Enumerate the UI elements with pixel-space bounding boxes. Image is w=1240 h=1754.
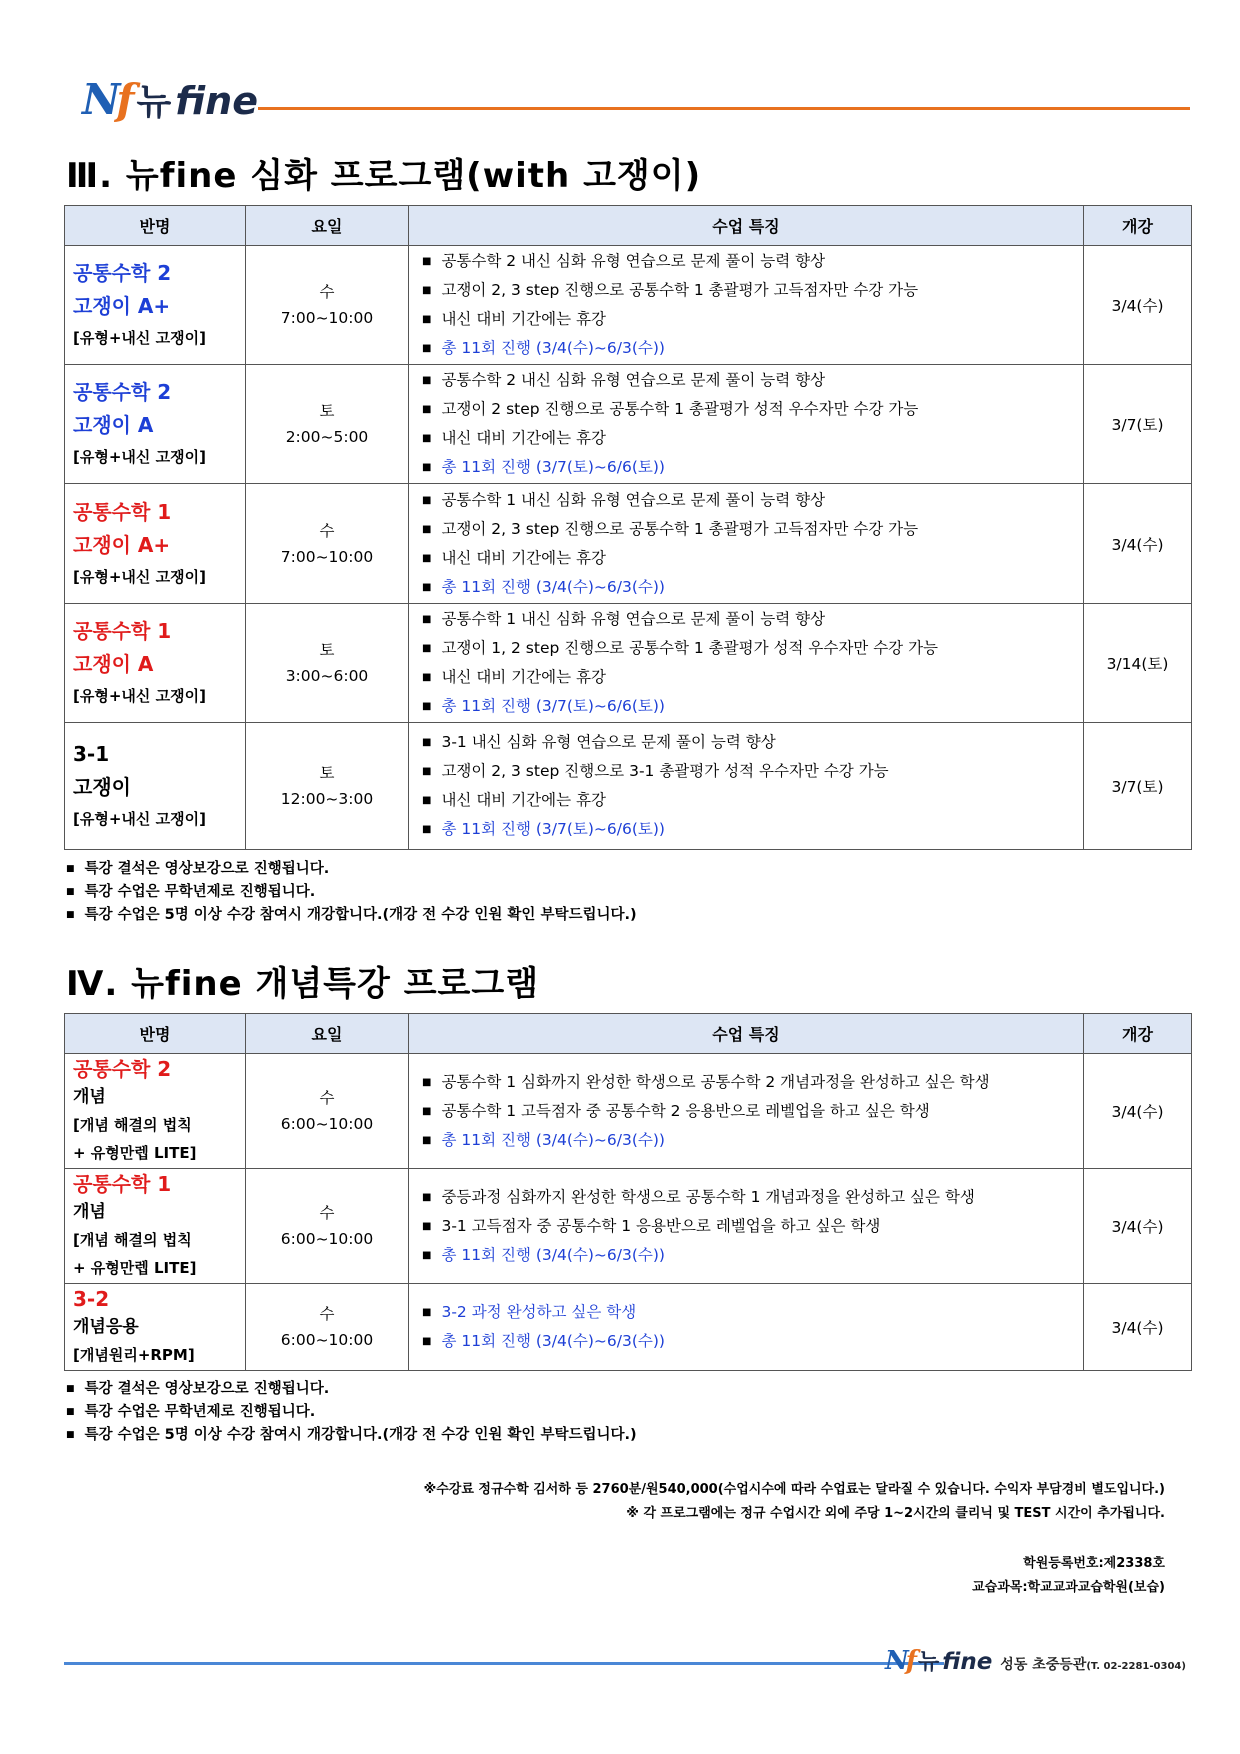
section4-table xyxy=(64,1013,1192,1371)
feature-item: ■ 내신 대비 기간에는 휴강 xyxy=(422,544,1082,573)
note-item: ■ 특강 수업은 5명 이상 수강 참여시 개강합니다.(개강 전 수강 인원 확인 부탁드립니다.) xyxy=(66,1424,637,1447)
day: 수 xyxy=(319,521,335,540)
day-cell xyxy=(246,1284,409,1371)
footer-divider xyxy=(64,1662,944,1665)
class-material-extra: + 유형만렙 LITE] xyxy=(73,1144,197,1162)
class-cell xyxy=(65,484,246,604)
class-material: [유형+내신 고쟁이] xyxy=(73,810,206,828)
class-level: 개념응용 xyxy=(73,1317,139,1337)
open-date: 3/4(수) xyxy=(1084,1169,1192,1284)
table-row xyxy=(65,1054,1192,1169)
section4-title: Ⅳ. 뉴fine 개념특강 프로그램 xyxy=(66,964,540,1004)
day: 수 xyxy=(319,1204,335,1222)
class-subject: 3-2 xyxy=(73,1287,110,1311)
day: 수 xyxy=(319,283,335,301)
day-cell xyxy=(246,723,409,850)
day-cell xyxy=(246,604,409,723)
open-date: 3/4(수) xyxy=(1084,1054,1192,1169)
class-material: [개념원리+RPM] xyxy=(73,1346,195,1364)
features-cell xyxy=(409,1054,1084,1169)
day: 토 xyxy=(319,641,335,659)
class-level: 고쟁이 A+ xyxy=(73,294,171,318)
class-subject: 공통수학 2 xyxy=(73,380,172,404)
class-material: [유형+내신 고쟁이] xyxy=(73,687,206,705)
day: 수 xyxy=(319,1089,335,1107)
header-features: 수업 특징 xyxy=(409,1014,1084,1054)
section3-notes xyxy=(66,858,637,927)
footer-logo xyxy=(885,1645,1186,1676)
class-level: 고쟁이 A xyxy=(73,413,154,437)
feature-item: ■ 내신 대비 기간에는 휴강 xyxy=(422,663,1082,692)
class-subject: 공통수학 1 xyxy=(73,619,172,643)
features-cell xyxy=(409,246,1084,365)
footer-logo-korean: 뉴 xyxy=(917,1650,940,1675)
features-cell xyxy=(409,484,1084,604)
feature-item: ■ 공통수학 1 내신 심화 유형 연습으로 문제 풀이 능력 향상 xyxy=(422,486,1082,515)
time: 6:00~10:00 xyxy=(280,1115,374,1133)
section3-title: Ⅲ. 뉴fine 심화 프로그램(with 고쟁이) xyxy=(66,156,702,196)
branch-name: 성동 초중등관 xyxy=(1000,1657,1087,1673)
time: 3:00~6:00 xyxy=(285,667,369,685)
feature-item: ■ 내신 대비 기간에는 휴강 xyxy=(422,305,1082,334)
feature-item-sessions: ■ 총 11회 진행 (3/4(수)~6/3(수)) xyxy=(422,573,1082,602)
class-level: 개념 xyxy=(73,1202,106,1222)
note-item: ■ 특강 결석은 영상보강으로 진행됩니다. xyxy=(66,1378,637,1401)
class-material-extra: + 유형만렙 LITE] xyxy=(73,1259,197,1277)
day-cell xyxy=(246,246,409,365)
open-date: 3/4(수) xyxy=(1084,246,1192,365)
time: 7:00~10:00 xyxy=(280,309,374,327)
table-header-row xyxy=(65,206,1192,246)
class-cell xyxy=(65,246,246,365)
class-material: [개념 해결의 법칙 xyxy=(73,1231,192,1249)
header-class: 반명 xyxy=(65,206,246,246)
feature-item: ■ 3-1 고득점자 중 공통수학 1 응용반으로 레벨업을 하고 싶은 학생 xyxy=(422,1212,1082,1241)
registration-number: 학원등록번호:제2338호 xyxy=(1023,1556,1165,1571)
feature-item: ■ 고쟁이 2, 3 step 진행으로 3-1 총괄평가 성적 우수자만 수강 가능 xyxy=(422,757,1082,786)
header-divider xyxy=(258,107,1190,110)
features-cell xyxy=(409,723,1084,850)
features-cell xyxy=(409,365,1084,484)
day-cell xyxy=(246,484,409,604)
feature-item: ■ 3-1 내신 심화 유형 연습으로 문제 풀이 능력 향상 xyxy=(422,728,1082,757)
day: 토 xyxy=(319,764,335,782)
note-item: ■ 특강 결석은 영상보강으로 진행됩니다. xyxy=(66,858,637,881)
open-date: 3/7(토) xyxy=(1084,365,1192,484)
class-material: [개념 해결의 법칙 xyxy=(73,1116,192,1134)
feature-item: ■ 공통수학 1 내신 심화 유형 연습으로 문제 풀이 능력 향상 xyxy=(422,605,1082,634)
note-item: ■ 특강 수업은 5명 이상 수강 참여시 개강합니다.(개강 전 수강 인원 확인 부탁드립니다.) xyxy=(66,904,637,927)
time: 7:00~10:00 xyxy=(280,547,374,566)
feature-item: ■ 공통수학 1 심화까지 완성한 학생으로 공통수학 2 개념과정을 완성하고 싶은 학생 xyxy=(422,1068,1082,1097)
table-row xyxy=(65,484,1192,604)
branch-phone: (T. 02-2281-0304) xyxy=(1086,1661,1186,1672)
class-level: 고쟁이 A xyxy=(73,652,154,676)
header-features: 수업 특징 xyxy=(409,206,1084,246)
table-row xyxy=(65,1169,1192,1284)
feature-item: ■ 고쟁이 2 step 진행으로 공통수학 1 총괄평가 성적 우수자만 수강 가능 xyxy=(422,395,1082,424)
features-cell xyxy=(409,604,1084,723)
feature-item: ■ 내신 대비 기간에는 휴강 xyxy=(422,786,1082,815)
class-material: [유형+내신 고쟁이] xyxy=(73,567,206,586)
feature-item-sessions: ■ 총 11회 진행 (3/4(수)~6/3(수)) xyxy=(422,1327,1082,1356)
brand-logo xyxy=(82,74,258,125)
open-date: 3/4(수) xyxy=(1084,484,1192,604)
footer-logo-mark: Nf xyxy=(885,1646,914,1676)
class-subject: 3-1 xyxy=(73,742,110,766)
table-row xyxy=(65,604,1192,723)
table-header-row xyxy=(65,1014,1192,1054)
class-level: 개념 xyxy=(73,1087,106,1107)
feature-item: ■ 고쟁이 2, 3 step 진행으로 공통수학 1 총괄평가 고득점자만 수강 가능 xyxy=(422,515,1082,544)
section3-table xyxy=(64,205,1192,850)
day-cell xyxy=(246,1169,409,1284)
header-day: 요일 xyxy=(246,1014,409,1054)
table-row xyxy=(65,365,1192,484)
class-cell xyxy=(65,1054,246,1169)
header-open: 개강 xyxy=(1084,206,1192,246)
features-cell xyxy=(409,1169,1084,1284)
fee-note: ※수강료 정규수학 김서하 등 2760분/원540,000(수업시수에 따라 수업료는 달라질 수 있습니다. 수익자 부담경비 별도입니다.) xyxy=(423,1482,1165,1497)
class-cell xyxy=(65,723,246,850)
note-item: ■ 특강 수업은 무학년제로 진행됩니다. xyxy=(66,881,637,904)
day-cell xyxy=(246,365,409,484)
class-subject: 공통수학 2 xyxy=(73,261,172,285)
time: 12:00~3:00 xyxy=(280,790,374,808)
header-open: 개강 xyxy=(1084,1014,1192,1054)
class-level: 고쟁이 A+ xyxy=(73,532,171,557)
registration-info xyxy=(972,1552,1165,1600)
feature-item-sessions: ■ 총 11회 진행 (3/7(토)~6/6(토)) xyxy=(422,692,1082,721)
feature-item: ■ 고쟁이 2, 3 step 진행으로 공통수학 1 총괄평가 고득점자만 수강 가능 xyxy=(422,276,1082,305)
teaching-subject: 교습과목:학교교과교습학원(보습) xyxy=(972,1580,1165,1595)
class-cell xyxy=(65,1169,246,1284)
class-cell xyxy=(65,1284,246,1371)
time: 2:00~5:00 xyxy=(285,428,369,446)
fee-notes xyxy=(424,1478,1165,1526)
section4-notes xyxy=(66,1378,637,1447)
time: 6:00~10:00 xyxy=(280,1230,374,1248)
open-date: 3/14(토) xyxy=(1084,604,1192,723)
time: 6:00~10:00 xyxy=(280,1331,374,1349)
feature-item-sessions: ■ 총 11회 진행 (3/4(수)~6/3(수)) xyxy=(422,334,1082,363)
feature-item: ■ 3-2 과정 완성하고 싶은 학생 xyxy=(422,1298,1082,1327)
day: 토 xyxy=(319,402,335,420)
class-cell xyxy=(65,365,246,484)
header-class: 반명 xyxy=(65,1014,246,1054)
logo-korean: 뉴 xyxy=(136,82,172,123)
note-item: ■ 특강 수업은 무학년제로 진행됩니다. xyxy=(66,1401,637,1424)
table-row xyxy=(65,1284,1192,1371)
day: 수 xyxy=(319,1305,335,1323)
class-level: 고쟁이 xyxy=(73,775,131,799)
class-subject: 공통수학 1 xyxy=(73,499,172,524)
feature-item: ■ 공통수학 1 고득점자 중 공통수학 2 응용반으로 레벨업을 하고 싶은 학생 xyxy=(422,1097,1082,1126)
feature-item: ■ 공통수학 2 내신 심화 유형 연습으로 문제 풀이 능력 향상 xyxy=(422,247,1082,276)
class-cell xyxy=(65,604,246,723)
feature-item: ■ 내신 대비 기간에는 휴강 xyxy=(422,424,1082,453)
class-subject: 공통수학 1 xyxy=(73,1172,172,1196)
feature-item: ■ 고쟁이 1, 2 step 진행으로 공통수학 1 총괄평가 성적 우수자만 수강 가능 xyxy=(422,634,1082,663)
open-date: 3/7(토) xyxy=(1084,723,1192,850)
table-row xyxy=(65,723,1192,850)
features-cell xyxy=(409,1284,1084,1371)
feature-item: ■ 공통수학 2 내신 심화 유형 연습으로 문제 풀이 능력 향상 xyxy=(422,366,1082,395)
logo-fine: fine xyxy=(175,79,258,123)
feature-item-sessions: ■ 총 11회 진행 (3/7(토)~6/6(토)) xyxy=(422,453,1082,482)
class-material: [유형+내신 고쟁이] xyxy=(73,448,206,466)
feature-item-sessions: ■ 총 11회 진행 (3/4(수)~6/3(수)) xyxy=(422,1126,1082,1155)
clinic-note: ※ 각 프로그램에는 정규 수업시간 외에 주당 1~2시간의 클리닉 및 TEST 시간이 추가됩니다. xyxy=(626,1506,1165,1521)
open-date: 3/4(수) xyxy=(1084,1284,1192,1371)
footer-logo-fine: fine xyxy=(942,1649,993,1675)
logo-mark: Nf xyxy=(82,75,131,124)
class-material: [유형+내신 고쟁이] xyxy=(73,329,206,347)
class-subject: 공통수학 2 xyxy=(73,1057,172,1081)
feature-item-sessions: ■ 총 11회 진행 (3/7(토)~6/6(토)) xyxy=(422,815,1082,844)
feature-item-sessions: ■ 총 11회 진행 (3/4(수)~6/3(수)) xyxy=(422,1241,1082,1270)
day-cell xyxy=(246,1054,409,1169)
feature-item: ■ 중등과정 심화까지 완성한 학생으로 공통수학 1 개념과정을 완성하고 싶은 학생 xyxy=(422,1183,1082,1212)
header-day: 요일 xyxy=(246,206,409,246)
table-row xyxy=(65,246,1192,365)
